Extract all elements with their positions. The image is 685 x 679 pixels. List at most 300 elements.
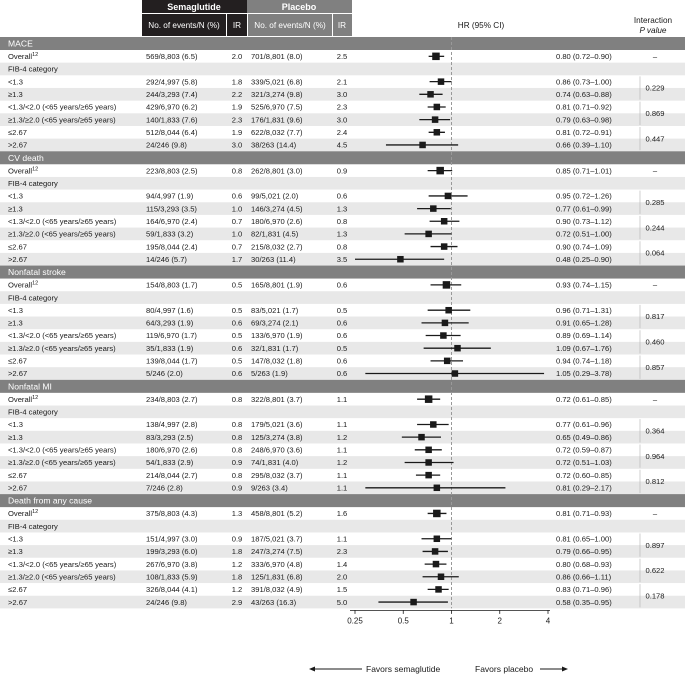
forest-mark bbox=[416, 472, 440, 479]
section-band bbox=[0, 37, 685, 50]
sema-events-value: 108/1,833 (5.9) bbox=[146, 572, 198, 582]
section-band bbox=[0, 494, 685, 507]
table-row bbox=[8, 77, 612, 86]
sema-events-value: 569/8,803 (6.5) bbox=[146, 52, 198, 62]
sema-events-column-header: No. of events/N (%) bbox=[148, 21, 220, 30]
sema-ir-value: 0.6 bbox=[231, 343, 243, 353]
subheader-label: FIB-4 category bbox=[8, 178, 58, 188]
hr-ci-value: 0.66 (0.39–1.10) bbox=[556, 140, 612, 150]
placebo-events-value: 165/8,801 (1.9) bbox=[251, 280, 303, 290]
hr-ci-value: 0.74 (0.63–0.88) bbox=[556, 90, 612, 100]
sema-events-value: 234/8,803 (2.7) bbox=[146, 394, 198, 404]
hr-ci-value: 0.94 (0.74–1.18) bbox=[556, 356, 612, 366]
sema-events-value: 119/6,970 (1.7) bbox=[146, 331, 197, 341]
table-row bbox=[8, 331, 612, 340]
row-label-superscript: 12 bbox=[32, 52, 39, 59]
placebo-ir-value: 3.0 bbox=[336, 115, 348, 125]
sema-ir-value: 0.9 bbox=[231, 458, 243, 468]
hr-ci-value: 0.91 (0.65–1.28) bbox=[556, 318, 612, 328]
row-label: <1.3 bbox=[8, 305, 23, 315]
favors-annotations bbox=[309, 664, 568, 674]
sema-ir-value: 0.5 bbox=[231, 305, 243, 315]
placebo-events-column-header: No. of events/N (%) bbox=[254, 21, 326, 30]
sema-ir-value: 2.9 bbox=[231, 597, 243, 607]
placebo-events-value: 146/3,274 (4.5) bbox=[251, 204, 303, 214]
hr-point bbox=[418, 434, 425, 441]
subheader-label: FIB-4 category bbox=[8, 521, 58, 531]
forest-mark bbox=[429, 129, 445, 136]
sema-ir-value: 0.7 bbox=[231, 216, 243, 226]
hr-ci-value: 0.77 (0.61–0.99) bbox=[556, 204, 612, 214]
hr-point bbox=[410, 599, 417, 606]
sema-ir-value: 3.0 bbox=[231, 140, 243, 150]
sema-events-value: 375/8,803 (4.3) bbox=[146, 509, 198, 519]
section-title: Nonfatal MI bbox=[8, 381, 52, 392]
placebo-events-value: 30/263 (11.4) bbox=[251, 254, 296, 264]
row-label: ≤2.67 bbox=[8, 585, 27, 595]
row-label: ≥1.3 bbox=[8, 318, 23, 328]
subheader-label: FIB-4 category bbox=[8, 64, 58, 74]
hr-ci-value: 0.90 (0.73–1.12) bbox=[556, 216, 612, 226]
hr-ci-value: 0.81 (0.65–1.00) bbox=[556, 534, 612, 544]
hr-ci-value: 0.58 (0.35–0.95) bbox=[556, 597, 612, 607]
placebo-ir-value: 1.1 bbox=[336, 470, 348, 480]
forest-mark bbox=[417, 395, 440, 403]
favors-semaglutide-label: Favors semaglutide bbox=[366, 664, 441, 674]
row-label-superscript: 12 bbox=[32, 394, 39, 401]
interaction-p-value: – bbox=[652, 394, 658, 404]
row-label-superscript: 12 bbox=[32, 166, 39, 173]
sema-ir-value: 1.9 bbox=[231, 102, 243, 112]
sema-ir-value: 0.7 bbox=[231, 242, 243, 252]
interaction-p-value: 0.178 bbox=[645, 591, 665, 601]
table-row bbox=[8, 446, 612, 455]
sema-events-value: 24/246 (9.8) bbox=[146, 597, 187, 607]
hr-ci-value: 0.80 (0.68–0.93) bbox=[556, 559, 612, 569]
placebo-ir-value: 0.6 bbox=[336, 369, 348, 379]
sema-events-value: 512/8,044 (6.4) bbox=[146, 127, 198, 137]
interaction-p-value: 0.812 bbox=[645, 477, 665, 487]
sema-events-value: 24/246 (9.8) bbox=[146, 140, 187, 150]
subheader-row bbox=[8, 408, 58, 417]
forest-mark bbox=[428, 586, 449, 593]
interaction-p-value: – bbox=[652, 52, 658, 62]
sema-ir-value: 0.8 bbox=[231, 470, 243, 480]
hr-point bbox=[441, 243, 448, 250]
placebo-events-value: 247/3,274 (7.5) bbox=[251, 547, 303, 557]
forest-mark bbox=[429, 53, 445, 61]
favors-placebo-arrowhead bbox=[562, 667, 568, 672]
row-label: ≥1.3 bbox=[8, 204, 23, 214]
hr-ci-value: 0.89 (0.69–1.14) bbox=[556, 331, 612, 341]
placebo-ir-value: 2.4 bbox=[336, 127, 348, 137]
table-row bbox=[8, 395, 658, 404]
placebo-events-value: 525/6,970 (7.5) bbox=[251, 102, 303, 112]
placebo-ir-value: 0.8 bbox=[336, 242, 348, 252]
table-row bbox=[8, 534, 612, 543]
sema-events-value: 139/8,044 (1.7) bbox=[146, 356, 198, 366]
placebo-ir-value: 0.6 bbox=[336, 280, 348, 290]
sema-events-value: 326/8,044 (4.1) bbox=[146, 585, 198, 595]
row-label: <1.3/<2.0 (<65 years/≥65 years) bbox=[8, 331, 117, 341]
forest-mark bbox=[426, 332, 461, 339]
sema-events-value: 164/6,970 (2.4) bbox=[146, 216, 198, 226]
sema-ir-value: 0.6 bbox=[231, 369, 243, 379]
x-tick-label: 2 bbox=[497, 616, 502, 626]
interaction-p-value: 0.447 bbox=[645, 134, 665, 144]
hr-ci-value: 0.81 (0.29–2.17) bbox=[556, 483, 612, 493]
row-label: ≥1.3 bbox=[8, 432, 23, 442]
sema-ir-value: 1.8 bbox=[231, 572, 243, 582]
forest-mark bbox=[422, 536, 452, 543]
sema-events-value: 83/3,293 (2.5) bbox=[146, 432, 194, 442]
placebo-ir-value: 0.5 bbox=[336, 305, 348, 315]
row-stripe bbox=[0, 520, 685, 533]
hr-ci-value: 0.95 (0.72–1.26) bbox=[556, 191, 612, 201]
placebo-events-value: 215/8,032 (2.7) bbox=[251, 242, 303, 252]
placebo-events-value: 180/6,970 (2.6) bbox=[251, 216, 303, 226]
row-label: <1.3 bbox=[8, 534, 23, 544]
hr-ci-value: 0.72 (0.61–0.85) bbox=[556, 394, 612, 404]
placebo-events-value: 69/3,274 (2.1) bbox=[251, 318, 299, 328]
table-row bbox=[8, 128, 612, 137]
x-tick-label: 4 bbox=[545, 616, 551, 626]
placebo-ir-value: 0.6 bbox=[336, 191, 348, 201]
sema-events-value: 35/1,833 (1.9) bbox=[146, 343, 194, 353]
row-label: ≥1.3/≥2.0 (<65 years/≥65 years) bbox=[8, 572, 116, 582]
hr-ci-value: 0.77 (0.61–0.96) bbox=[556, 420, 612, 430]
sema-events-value: 267/6,970 (3.8) bbox=[146, 559, 198, 569]
sema-ir-value: 0.9 bbox=[231, 483, 243, 493]
sema-ir-value: 0.8 bbox=[231, 166, 243, 176]
placebo-events-value: 391/8,032 (4.9) bbox=[251, 585, 303, 595]
hr-point bbox=[445, 193, 452, 200]
row-label: Overall$^{12}$ bbox=[8, 509, 39, 519]
interaction-header-line2 bbox=[639, 26, 666, 35]
placebo-events-value: 133/6,970 (1.9) bbox=[251, 331, 303, 341]
hr-point bbox=[427, 91, 434, 98]
row-label: >2.67 bbox=[8, 483, 28, 493]
hr-point bbox=[432, 116, 439, 123]
placebo-ir-value: 0.8 bbox=[336, 216, 348, 226]
hr-point bbox=[434, 536, 441, 543]
section-band bbox=[0, 380, 685, 393]
hr-ci-value: 0.81 (0.71–0.93) bbox=[556, 509, 612, 519]
sema-events-value: 214/8,044 (2.7) bbox=[146, 470, 198, 480]
row-label: ≤2.67 bbox=[8, 127, 27, 137]
placebo-events-value: 295/8,032 (3.7) bbox=[251, 470, 303, 480]
sema-ir-value: 2.2 bbox=[231, 90, 243, 100]
row-label: ≥1.3/≥2.0 (<65 years/≥65 years) bbox=[8, 458, 116, 468]
hr-point bbox=[434, 104, 441, 111]
hr-point bbox=[433, 510, 441, 518]
sema-events-value: 7/246 (2.8) bbox=[146, 483, 183, 493]
sema-events-value: 80/4,997 (1.6) bbox=[146, 305, 194, 315]
forest-mark bbox=[428, 104, 446, 111]
hr-point bbox=[452, 370, 459, 377]
placebo-header: Placebo bbox=[281, 2, 317, 12]
hr-point bbox=[425, 447, 432, 454]
hr-ci-value: 0.79 (0.66–0.95) bbox=[556, 547, 612, 557]
placebo-events-value: 322/8,801 (3.7) bbox=[251, 394, 303, 404]
sema-ir-value: 0.8 bbox=[231, 420, 243, 430]
section-title: Nonfatal stroke bbox=[8, 267, 66, 278]
interaction-header-line1: Interaction bbox=[633, 16, 673, 25]
table-row bbox=[8, 192, 612, 201]
table-row bbox=[8, 420, 612, 429]
forest-mark bbox=[428, 167, 453, 175]
hr-ci-value: 0.72 (0.51–1.03) bbox=[556, 458, 612, 468]
sema-events-value: 140/1,833 (7.6) bbox=[146, 115, 198, 125]
placebo-ir-value: 1.5 bbox=[336, 585, 348, 595]
section-title: CV death bbox=[8, 152, 44, 163]
section-band bbox=[0, 151, 685, 164]
hr-point bbox=[432, 53, 440, 61]
table-row bbox=[8, 281, 658, 290]
interaction-p-value: – bbox=[652, 280, 658, 290]
row-label: >2.67 bbox=[8, 254, 28, 264]
hr-point bbox=[443, 281, 451, 289]
sema-ir-value: 1.3 bbox=[231, 509, 243, 519]
placebo-ir-value: 3.5 bbox=[336, 254, 348, 264]
placebo-ir-value: 4.5 bbox=[336, 140, 348, 150]
interaction-header-p: P value bbox=[639, 26, 667, 35]
forest-mark bbox=[415, 447, 442, 454]
hr-ci-value: 0.85 (0.71–1.01) bbox=[556, 166, 612, 176]
sema-events-value: 292/4,997 (5.8) bbox=[146, 77, 198, 87]
hr-point bbox=[445, 307, 452, 314]
table-row bbox=[8, 166, 658, 175]
table-row bbox=[8, 509, 658, 518]
sema-ir-value: 2.3 bbox=[231, 115, 243, 125]
x-tick-label: 1 bbox=[449, 616, 454, 626]
hr-ci-value: 0.72 (0.60–0.85) bbox=[556, 470, 612, 480]
hr-point bbox=[425, 459, 432, 466]
row-label: ≥1.3 bbox=[8, 547, 23, 557]
sema-events-value: 429/6,970 (6.2) bbox=[146, 102, 198, 112]
sema-events-value: 199/3,293 (6.0) bbox=[146, 547, 198, 557]
section-title: Death from any cause bbox=[8, 495, 93, 506]
hr-point bbox=[433, 561, 440, 568]
row-stripe bbox=[0, 177, 685, 190]
placebo-ir-value: 1.1 bbox=[336, 445, 348, 455]
row-label: >2.67 bbox=[8, 369, 28, 379]
forest-mark bbox=[417, 421, 449, 428]
sema-ir-value: 0.5 bbox=[231, 280, 243, 290]
placebo-ir-value: 2.5 bbox=[336, 52, 348, 62]
x-tick-label: 0.25 bbox=[347, 616, 363, 626]
sema-ir-value: 1.9 bbox=[231, 127, 243, 137]
sema-ir-value: 0.5 bbox=[231, 356, 243, 366]
favors-placebo-label: Favors placebo bbox=[475, 664, 534, 674]
forest-mark bbox=[428, 510, 447, 518]
hr-column-header: HR (95% CI) bbox=[457, 21, 505, 30]
placebo-ir-value: 0.5 bbox=[336, 343, 348, 353]
table-row bbox=[8, 306, 612, 315]
sema-ir-value: 0.6 bbox=[231, 191, 243, 201]
forest-mark bbox=[430, 218, 460, 225]
placebo-ir-value: 1.3 bbox=[336, 204, 348, 214]
sema-events-value: 244/3,293 (7.4) bbox=[146, 90, 198, 100]
hr-point bbox=[440, 332, 447, 339]
sema-ir-value: 0.8 bbox=[231, 394, 243, 404]
interaction-p-value: 0.964 bbox=[645, 451, 665, 461]
sema-ir-value: 1.2 bbox=[231, 559, 243, 569]
row-label: <1.3/<2.0 (<65 years/≥65 years) bbox=[8, 216, 117, 226]
placebo-events-value: 5/263 (1.9) bbox=[251, 369, 288, 379]
placebo-events-value: 248/6,970 (3.6) bbox=[251, 445, 303, 455]
interaction-p-value: 0.897 bbox=[645, 540, 665, 550]
placebo-ir-value: 5.0 bbox=[336, 597, 348, 607]
placebo-ir-value: 1.3 bbox=[336, 229, 348, 239]
row-label: Overall$^{12}$ bbox=[8, 166, 39, 176]
forest-mark bbox=[428, 307, 471, 314]
row-label: Overall$^{12}$ bbox=[8, 280, 39, 290]
table-row bbox=[8, 357, 612, 366]
table-row bbox=[8, 585, 612, 594]
sema-events-value: 138/4,997 (2.8) bbox=[146, 420, 198, 430]
sema-ir-value: 0.6 bbox=[231, 318, 243, 328]
row-stripe bbox=[0, 63, 685, 76]
favors-semaglutide-arrowhead bbox=[309, 667, 315, 672]
interaction-p-value: – bbox=[652, 166, 658, 176]
hr-point bbox=[397, 256, 404, 262]
placebo-events-value: 125/1,831 (6.8) bbox=[251, 572, 303, 582]
row-label: ≥1.3/≥2.0 (<65 years/≥65 years) bbox=[8, 115, 116, 125]
hr-ci-value: 0.90 (0.74–1.09) bbox=[556, 242, 612, 252]
x-tick-label: 0.5 bbox=[397, 616, 409, 626]
placebo-ir-value: 2.3 bbox=[336, 102, 348, 112]
interaction-p-value: 0.622 bbox=[645, 566, 665, 576]
row-label: <1.3 bbox=[8, 420, 23, 430]
sema-events-value: 180/6,970 (2.6) bbox=[146, 445, 198, 455]
interaction-p-value: 0.869 bbox=[645, 109, 665, 118]
hr-point bbox=[430, 205, 437, 212]
subheader-row bbox=[8, 179, 58, 188]
hr-point bbox=[454, 345, 461, 352]
row-label: <1.3/<2.0 (<65 years/≥65 years) bbox=[8, 102, 117, 112]
row-label-superscript: 12 bbox=[32, 509, 39, 516]
hr-ci-value: 0.79 (0.63–0.98) bbox=[556, 115, 612, 125]
placebo-events-value: 701/8,801 (8.0) bbox=[251, 52, 303, 62]
interaction-p-value: – bbox=[652, 509, 658, 519]
placebo-events-value: 458/8,801 (5.2) bbox=[251, 509, 303, 519]
placebo-events-value: 262/8,801 (3.0) bbox=[251, 166, 303, 176]
sema-events-value: 223/8,803 (2.5) bbox=[146, 166, 198, 176]
hr-ci-value: 1.05 (0.29–3.78) bbox=[556, 369, 612, 379]
placebo-events-value: 176/1,831 (9.6) bbox=[251, 115, 303, 125]
hr-ci-value: 0.81 (0.72–0.91) bbox=[556, 127, 612, 137]
subheader-label: FIB-4 category bbox=[8, 293, 58, 303]
sema-ir-column-header: IR bbox=[232, 21, 242, 30]
subheader-row bbox=[8, 65, 58, 74]
section-band bbox=[0, 266, 685, 279]
interaction-p-value: 0.460 bbox=[645, 337, 665, 347]
placebo-ir-value: 1.6 bbox=[336, 509, 348, 519]
row-label: ≤2.67 bbox=[8, 356, 27, 366]
hr-ci-value: 0.93 (0.74–1.15) bbox=[556, 280, 612, 290]
sema-events-value: 154/8,803 (1.7) bbox=[146, 280, 198, 290]
hr-ci-value: 0.83 (0.71–0.96) bbox=[556, 585, 612, 595]
interaction-p-value: 0.857 bbox=[645, 362, 665, 372]
placebo-events-value: 74/1,831 (4.0) bbox=[251, 458, 299, 468]
subheader-row bbox=[8, 522, 58, 531]
sema-ir-value: 0.9 bbox=[231, 534, 243, 544]
sema-ir-value: 0.8 bbox=[231, 432, 243, 442]
hr-point bbox=[425, 395, 433, 403]
interaction-p-value: 0.364 bbox=[645, 426, 665, 436]
placebo-events-value: 9/263 (3.4) bbox=[251, 483, 288, 493]
placebo-events-value: 83/5,021 (1.7) bbox=[251, 305, 299, 315]
placebo-ir-value: 2.1 bbox=[336, 77, 348, 87]
forest-mark bbox=[430, 78, 452, 85]
placebo-ir-value: 1.4 bbox=[336, 559, 348, 569]
hr-ci-value: 0.65 (0.49–0.86) bbox=[556, 432, 612, 442]
sema-events-value: 115/3,293 (3.5) bbox=[146, 204, 197, 214]
placebo-ir-value: 1.1 bbox=[336, 483, 348, 493]
interaction-p-value: 0.285 bbox=[645, 197, 665, 207]
forest-mark bbox=[431, 243, 458, 250]
table-row bbox=[8, 471, 612, 480]
placebo-ir-value: 3.0 bbox=[336, 90, 348, 100]
placebo-events-value: 333/6,970 (4.8) bbox=[251, 559, 303, 569]
hr-point bbox=[441, 218, 448, 225]
sema-events-value: 5/246 (2.0) bbox=[146, 369, 183, 379]
section-title: MACE bbox=[8, 38, 33, 49]
placebo-events-value: 147/8,032 (1.8) bbox=[251, 356, 303, 366]
placebo-events-value: 43/263 (16.3) bbox=[251, 597, 297, 607]
hr-point bbox=[430, 421, 437, 428]
placebo-ir-value: 1.1 bbox=[336, 420, 348, 430]
sema-events-value: 151/4,997 (3.0) bbox=[146, 534, 198, 544]
row-label: <1.3 bbox=[8, 191, 23, 201]
sema-ir-value: 1.0 bbox=[231, 229, 243, 239]
interaction-p-value: 0.229 bbox=[645, 83, 665, 93]
interaction-p-value: 0.817 bbox=[645, 312, 665, 322]
placebo-ir-value: 0.6 bbox=[336, 356, 348, 366]
sema-ir-value: 2.0 bbox=[231, 52, 243, 62]
placebo-ir-value: 1.2 bbox=[336, 458, 348, 468]
sema-ir-value: 1.8 bbox=[231, 77, 243, 87]
hr-point bbox=[435, 586, 442, 593]
hr-ci-value: 1.09 (0.67–1.76) bbox=[556, 343, 612, 353]
row-label: ≥1.3 bbox=[8, 90, 23, 100]
sema-ir-value: 1.0 bbox=[231, 204, 243, 214]
placebo-events-value: 187/5,021 (3.7) bbox=[251, 534, 303, 544]
hr-ci-value: 0.86 (0.73–1.00) bbox=[556, 77, 612, 87]
forest-mark bbox=[431, 358, 463, 365]
placebo-ir-value: 0.9 bbox=[336, 166, 348, 176]
sema-events-value: 14/246 (5.7) bbox=[146, 254, 187, 264]
placebo-events-value: 99/5,021 (2.0) bbox=[251, 191, 299, 201]
semaglutide-header: Semaglutide bbox=[167, 2, 221, 12]
sema-ir-value: 1.2 bbox=[231, 585, 243, 595]
table-row bbox=[8, 217, 612, 226]
hr-point bbox=[432, 548, 439, 555]
hr-point bbox=[438, 574, 445, 581]
table-row bbox=[8, 52, 658, 61]
hr-ci-value: 0.86 (0.66–1.11) bbox=[556, 572, 612, 582]
sema-events-value: 59/1,833 (3.2) bbox=[146, 229, 194, 239]
table-row bbox=[8, 560, 612, 569]
row-label: >2.67 bbox=[8, 597, 28, 607]
placebo-events-value: 32/1,831 (1.7) bbox=[251, 343, 299, 353]
row-label: <1.3/<2.0 (<65 years/≥65 years) bbox=[8, 445, 117, 455]
sema-ir-value: 1.8 bbox=[231, 547, 243, 557]
hr-point bbox=[438, 78, 445, 85]
sema-ir-value: 0.8 bbox=[231, 445, 243, 455]
placebo-ir-value: 2.3 bbox=[336, 547, 348, 557]
